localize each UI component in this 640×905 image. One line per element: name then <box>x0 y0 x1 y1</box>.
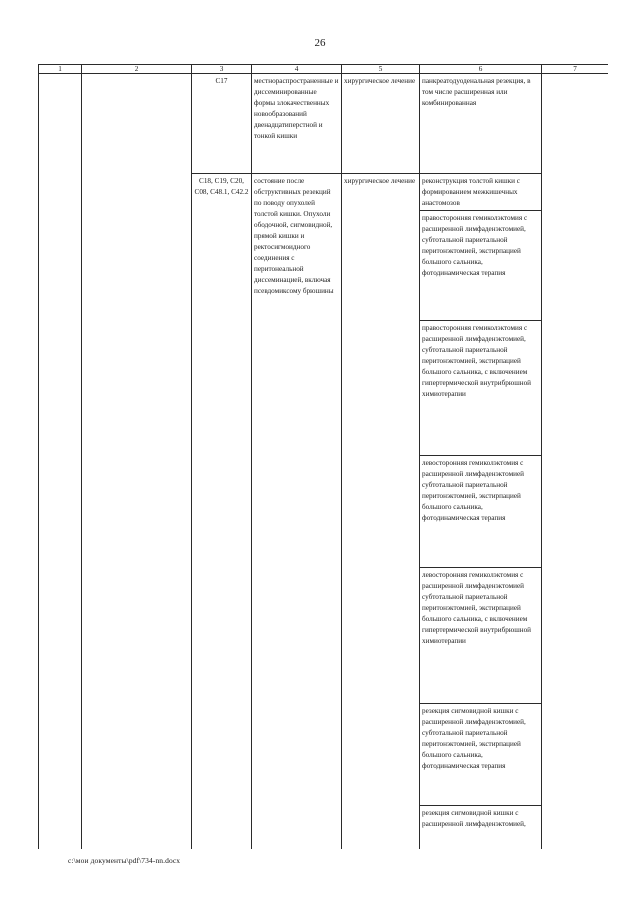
procedures-table <box>38 64 608 849</box>
footer-file-path: c:\мои документы\pdf\734-nn.docx <box>68 856 181 865</box>
column-number: 1 <box>39 65 82 74</box>
column-number: 2 <box>82 65 192 74</box>
diagnosis-code: C18, C19, C20, C08, C48.1, C42.2 <box>192 174 252 850</box>
table-row <box>39 74 609 174</box>
procedures-table-container <box>38 64 608 849</box>
treatment-method: правосторонняя гемиколэктомия с расширенной лимфаденэктомией, субтотальной париетальной перитонэктомией, экстирпацией большого сальника, фотодинамическая терапия <box>420 211 542 321</box>
column-number: 6 <box>420 65 542 74</box>
column-number: 4 <box>252 65 342 74</box>
empty-cell <box>39 74 82 850</box>
column-number-row <box>39 65 609 74</box>
empty-cell <box>542 74 609 850</box>
treatment-method: левосторонняя гемиколэктомия с расширенной лимфаденэктомией субтотальной париетальной перитонэктомией, экстирпацией большого сальника, фотодинамическая терапия <box>420 456 542 568</box>
column-number: 7 <box>542 65 609 74</box>
treatment-method: левосторонняя гемиколэктомия с расширенной лимфаденэктомией субтотальной париетальной перитонэктомией, экстирпацией большого сальника, с включением гипертермической внутрибрюшной химиотерапии <box>420 568 542 704</box>
treatment-method: резекция сигмовидной кишки с расширенной лимфаденэктомией, субтотальной париетальной перитонэктомией, экстирпацией большого сальника, фотодинамическая терапия <box>420 704 542 806</box>
treatment-type: хирургическое лечение <box>342 74 420 174</box>
diagnosis-code: C17 <box>192 74 252 174</box>
column-number: 5 <box>342 65 420 74</box>
treatment-method: реконструкция толстой кишки с формированием межкишечных анастомозов <box>420 174 542 211</box>
treatment-method: правосторонняя гемиколэктомия с расширенной лимфаденэктомией, субтотальной париетальной перитонэктомией, экстирпацией большого сальника, с включением гипертермической внутрибрюшной химиотерапии <box>420 321 542 456</box>
empty-cell <box>82 74 192 850</box>
page-number: 26 <box>314 37 326 49</box>
disease-description: состояние после обструктивных резекций по поводу опухолей толстой кишки. Опухоли ободочной, сигмовидной, прямой кишки и ректосигмоидного соединения с перитонеальной диссеминацией, включая псевдомиксому брюшины <box>252 174 342 850</box>
disease-description: местнораспространенные и диссеминированные формы злокачественных новообразований двенадцатиперстной и тонкой кишки <box>252 74 342 174</box>
treatment-type: хирургическое лечение <box>342 174 420 850</box>
column-number: 3 <box>192 65 252 74</box>
treatment-method: резекция сигмовидной кишки с расширенной лимфаденэктомией, <box>420 806 542 850</box>
treatment-method: панкреатодуоденальная резекция, в том числе расширенная или комбинированная <box>420 74 542 174</box>
